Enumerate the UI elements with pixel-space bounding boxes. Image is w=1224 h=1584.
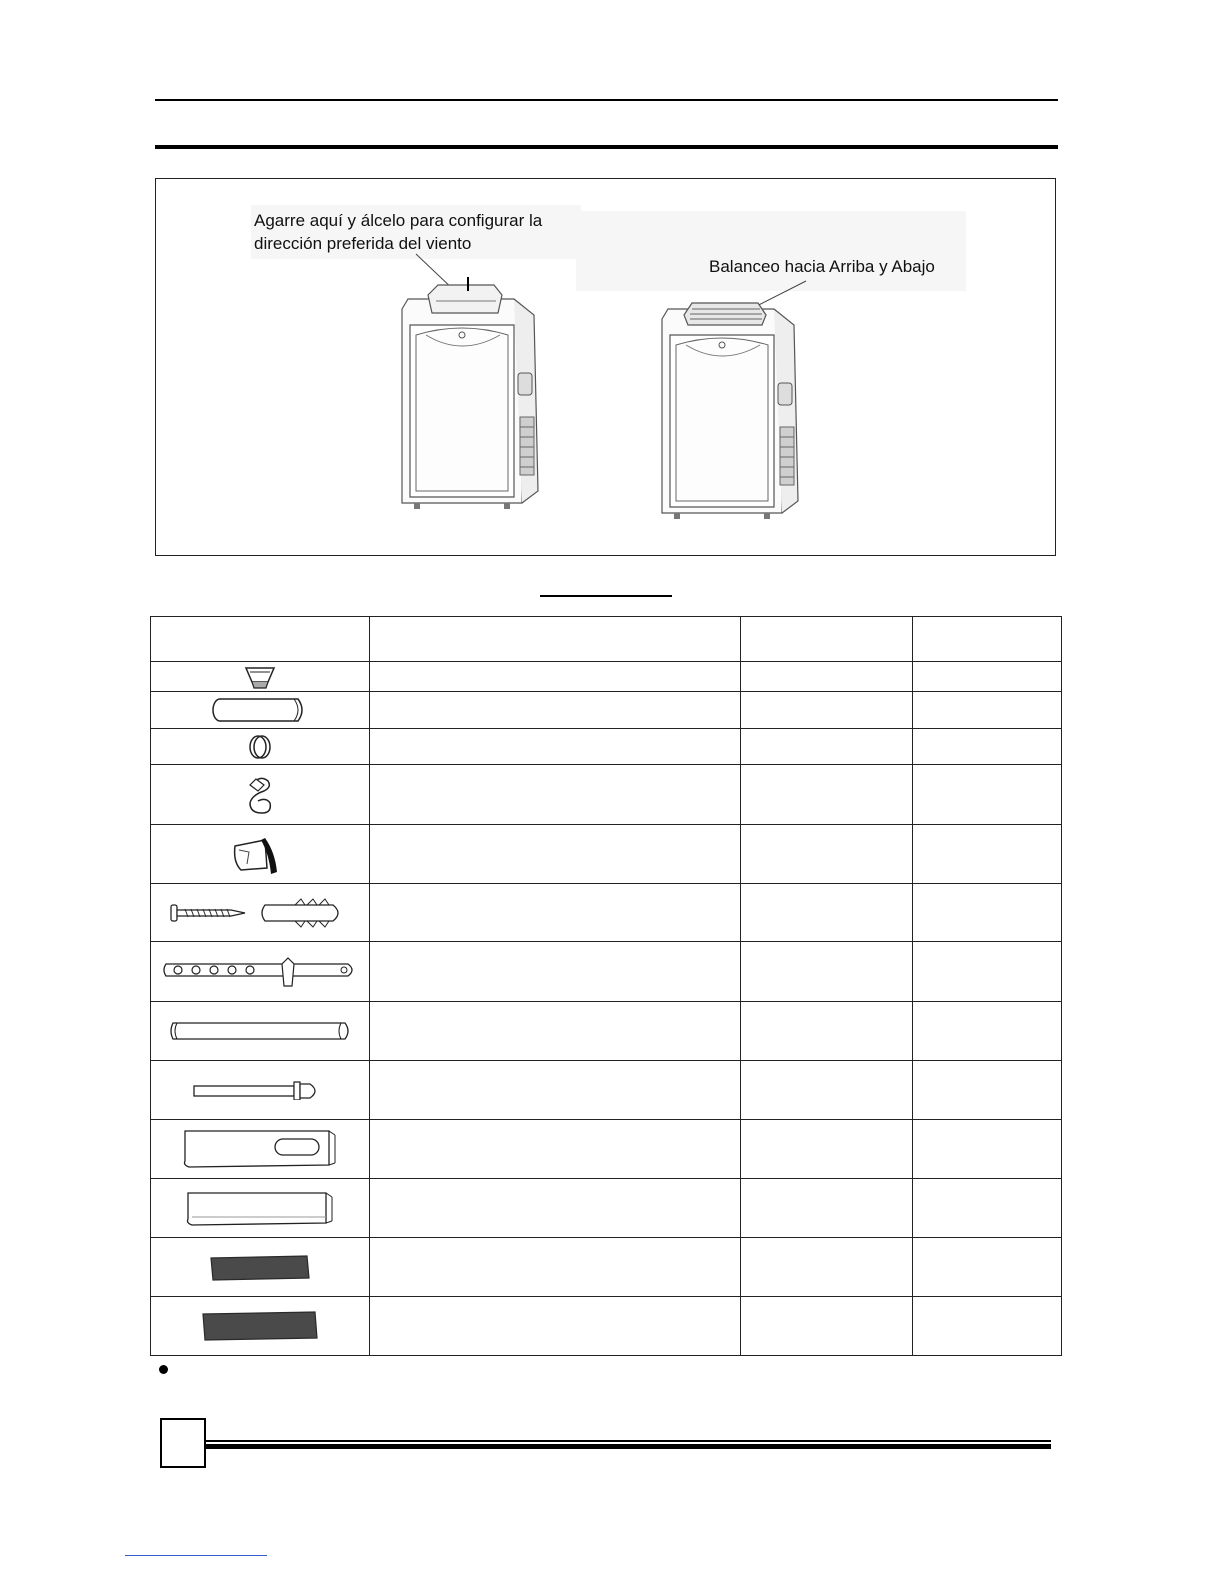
table-row	[151, 825, 1062, 884]
row-qty	[741, 765, 913, 825]
row-qty	[741, 942, 913, 1002]
drain-hose-icon	[240, 773, 280, 817]
row-name	[370, 729, 741, 765]
row-extra	[913, 825, 1062, 884]
row-qty	[741, 662, 913, 692]
footer-rule-thin	[206, 1440, 1051, 1442]
header-name	[370, 617, 741, 662]
table-row	[151, 942, 1062, 1002]
pin-icon	[190, 1080, 330, 1100]
bottom-link-underline[interactable]	[125, 1555, 267, 1556]
hose-connector-icon	[225, 832, 295, 876]
table-row	[151, 1002, 1062, 1061]
row-qty	[741, 1002, 913, 1061]
section-heading-underline	[540, 595, 672, 597]
callout-left-line2: dirección preferida del viento	[254, 234, 472, 253]
row-qty	[741, 692, 913, 729]
table-row	[151, 1179, 1062, 1238]
unit-illustration-figure	[155, 178, 1056, 556]
row-extra	[913, 1238, 1062, 1297]
table-row	[151, 1238, 1062, 1297]
row-extra	[913, 1061, 1062, 1120]
leader-lines	[156, 179, 1055, 555]
row-qty	[741, 1179, 913, 1238]
side-handle	[518, 373, 532, 395]
page-number-box	[160, 1418, 206, 1468]
row-extra	[913, 1179, 1062, 1238]
table-row	[151, 884, 1062, 942]
window-adapter-icon	[240, 664, 280, 690]
ac-unit-right	[656, 287, 816, 527]
row-extra	[913, 1120, 1062, 1179]
table-row	[151, 1297, 1062, 1356]
table-row	[151, 765, 1062, 825]
row-extra	[913, 884, 1062, 942]
row-name	[370, 1179, 741, 1238]
table-row	[151, 662, 1062, 692]
row-extra	[913, 662, 1062, 692]
row-qty	[741, 729, 913, 765]
swing-flap-raised	[428, 285, 502, 313]
table-row	[151, 692, 1062, 729]
screw-and-anchor-icon	[165, 897, 355, 929]
row-extra	[913, 729, 1062, 765]
row-extra	[913, 1002, 1062, 1061]
rod-icon	[167, 1019, 353, 1043]
foam-seal-long-icon	[199, 1308, 321, 1344]
header-qty	[741, 617, 913, 662]
row-extra	[913, 692, 1062, 729]
row-qty	[741, 1238, 913, 1297]
row-extra	[913, 942, 1062, 1002]
side-handle	[778, 383, 792, 405]
row-name	[370, 1002, 741, 1061]
row-qty	[741, 825, 913, 884]
row-qty	[741, 1297, 913, 1356]
row-name	[370, 884, 741, 942]
accessories-table	[150, 616, 1062, 1356]
row-name	[370, 662, 741, 692]
row-name	[370, 1297, 741, 1356]
ac-unit-left	[396, 277, 556, 517]
row-name	[370, 942, 741, 1002]
header-extra	[913, 617, 1062, 662]
row-name	[370, 1120, 741, 1179]
foam-seal-short-icon	[207, 1252, 313, 1282]
row-name	[370, 692, 741, 729]
table-header-row	[151, 617, 1062, 662]
row-qty	[741, 1120, 913, 1179]
row-qty	[741, 884, 913, 942]
row-qty	[741, 1061, 913, 1120]
exhaust-hose-icon	[210, 696, 310, 724]
row-name	[370, 1061, 741, 1120]
row-name	[370, 1238, 741, 1297]
note-bullet	[159, 1365, 168, 1374]
row-name	[370, 765, 741, 825]
window-panel-with-hole-icon	[179, 1127, 341, 1171]
header-part	[151, 617, 370, 662]
header-rule-thick	[155, 145, 1058, 149]
row-name	[370, 825, 741, 884]
hose-ring-icon	[245, 732, 275, 762]
table-row	[151, 1061, 1062, 1120]
row-extra	[913, 1297, 1062, 1356]
callout-left-line1: Agarre aquí y álcelo para configurar la	[254, 211, 543, 230]
header-rule-thin	[155, 99, 1058, 101]
table-row	[151, 729, 1062, 765]
row-extra	[913, 765, 1062, 825]
callout-right: Balanceo hacia Arriba y Abajo	[709, 257, 935, 276]
table-row	[151, 1120, 1062, 1179]
window-panel-icon	[182, 1187, 338, 1229]
footer-rule-thick	[206, 1444, 1051, 1449]
locking-bracket-icon	[162, 954, 358, 990]
